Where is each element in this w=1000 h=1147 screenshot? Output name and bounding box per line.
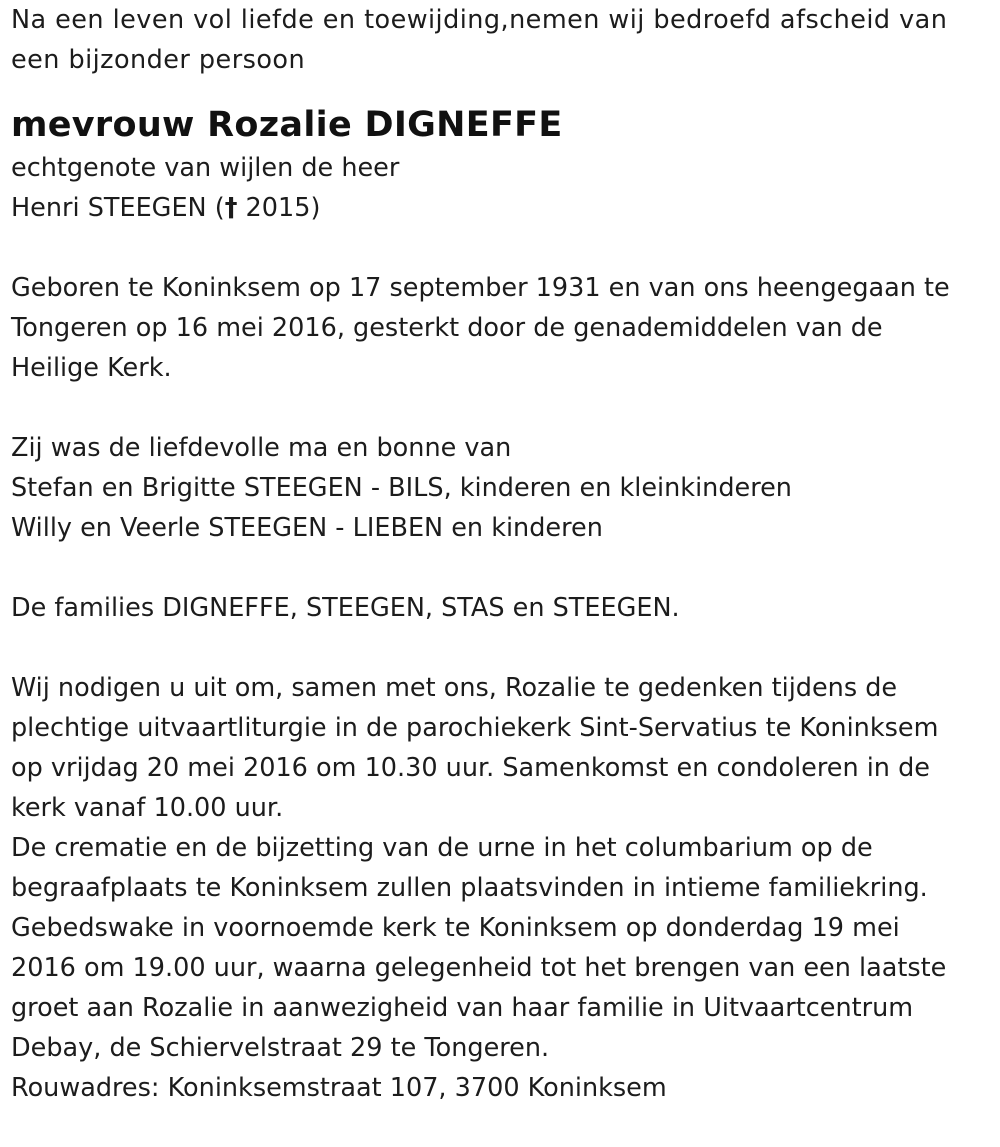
birth-death-line: Tongeren op 16 mei 2016, gesterkt door de genademiddelen van de [11,313,883,343]
ceremony-line: begraafplaats te Koninksem zullen plaatsvinden in intieme familiekring. [11,873,928,903]
spouse-block [11,148,996,228]
obituary-notice [11,0,996,1108]
spacer [11,388,996,428]
cross-icon: † [224,193,238,223]
intro-line: een bijzonder persoon [11,45,306,75]
spouse-name: Henri STEEGEN ( [11,193,225,223]
spacer [11,548,996,588]
ceremony-line: 2016 om 19.00 uur, waarna gelegenheid tot het brengen van een laatste [11,953,947,983]
spacer [11,628,996,668]
intro-line: Na een leven vol liefde en toewijding,nemen wij bedroefd afscheid van [11,5,948,35]
family-line: Zij was de liefdevolle ma en bonne van [11,433,512,463]
ceremony-line: plechtige uitvaartliturgie in de parochiekerk Sint-Servatius te Koninksem [11,713,939,743]
birth-death-paragraph [11,268,996,388]
ceremony-line: De crematie en de bijzetting van de urne in het columbarium op de [11,833,873,863]
spouse-line: echtgenote van wijlen de heer [11,153,400,183]
spouse-death-year: 2015) [237,193,321,223]
ceremony-line: Gebedswake in voornoemde kerk te Koninksem op donderdag 19 mei [11,913,900,943]
spouse-name-line [11,188,996,228]
birth-death-line: Geboren te Koninksem op 17 september 1931 en van ons heengegaan te [11,273,950,303]
ceremony-line: Wij nodigen u uit om, samen met ons, Rozalie te gedenken tijdens de [11,673,898,703]
intro-paragraph [11,0,996,80]
family-paragraph [11,428,996,548]
ceremony-line: kerk vanaf 10.00 uur. [11,793,284,823]
ceremony-line: Debay, de Schiervelstraat 29 te Tongeren. [11,1033,550,1063]
deceased-name: mevrouw Rozalie DIGNEFFE [11,105,563,145]
mourning-address: Rouwadres: Koninksemstraat 107, 3700 Koninksem [11,1073,667,1103]
family-line: Stefan en Brigitte STEEGEN - BILS, kinderen en kleinkinderen [11,473,792,503]
families-line: De families DIGNEFFE, STEEGEN, STAS en STEEGEN. [11,593,680,623]
ceremony-line: op vrijdag 20 mei 2016 om 10.30 uur. Samenkomst en condoleren in de [11,753,930,783]
ceremony-line: groet aan Rozalie in aanwezigheid van haar familie in Uitvaartcentrum [11,993,914,1023]
spacer [11,228,996,268]
family-line: Willy en Veerle STEEGEN - LIEBEN en kinderen [11,513,603,543]
ceremony-paragraph [11,668,996,1108]
birth-death-line: Heilige Kerk. [11,353,172,383]
